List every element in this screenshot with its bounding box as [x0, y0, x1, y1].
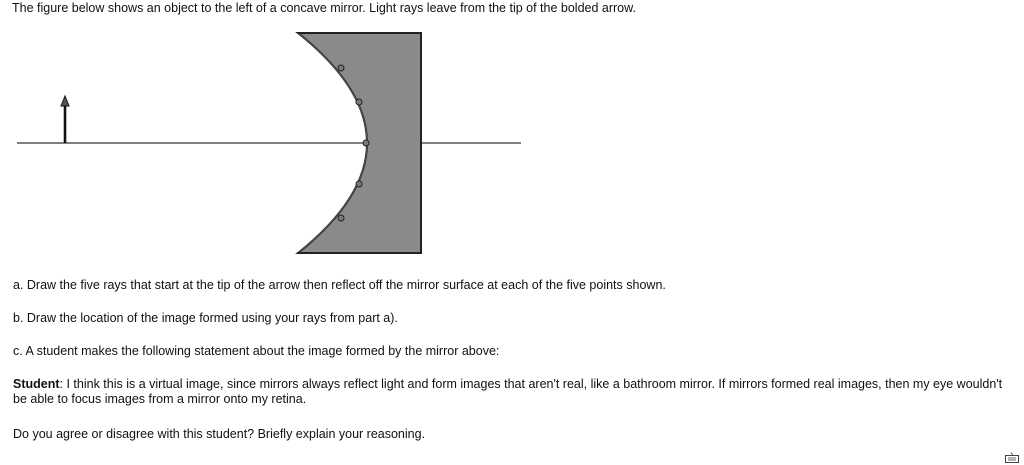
concave-mirror-figure [0, 20, 540, 260]
student-label: Student [13, 377, 60, 391]
reflection-point-2 [356, 99, 362, 105]
reflection-point-5 [338, 215, 344, 221]
part-c-text: c. A student makes the following statement about the image formed by the mirror above: [13, 344, 500, 358]
object-arrow [61, 96, 69, 143]
reflection-point-4 [356, 181, 362, 187]
final-question-text: Do you agree or disagree with this student? Briefly explain your reasoning. [13, 427, 426, 441]
student-statement [13, 377, 1018, 407]
part-a-text: a. Draw the five rays that start at the tip of the arrow then reflect off the mirror surface at each of the five points shown. [13, 278, 666, 292]
part-b-text: b. Draw the location of the image formed using your rays from part a). [13, 311, 398, 325]
reflection-point-1 [338, 65, 344, 71]
reflection-point-3 [363, 140, 369, 146]
keyboard-icon[interactable] [1005, 452, 1019, 463]
student-statement-text: : I think this is a virtual image, since mirrors always reflect light and form images that aren't real, like a bathroom mirror. If mirrors formed real images, then my eye wouldn't be able to focus images from a mirror onto my retina. [13, 377, 1003, 406]
intro-text: The figure below shows an object to the left of a concave mirror. Light rays leave from the tip of the bolded arrow. [12, 1, 636, 15]
